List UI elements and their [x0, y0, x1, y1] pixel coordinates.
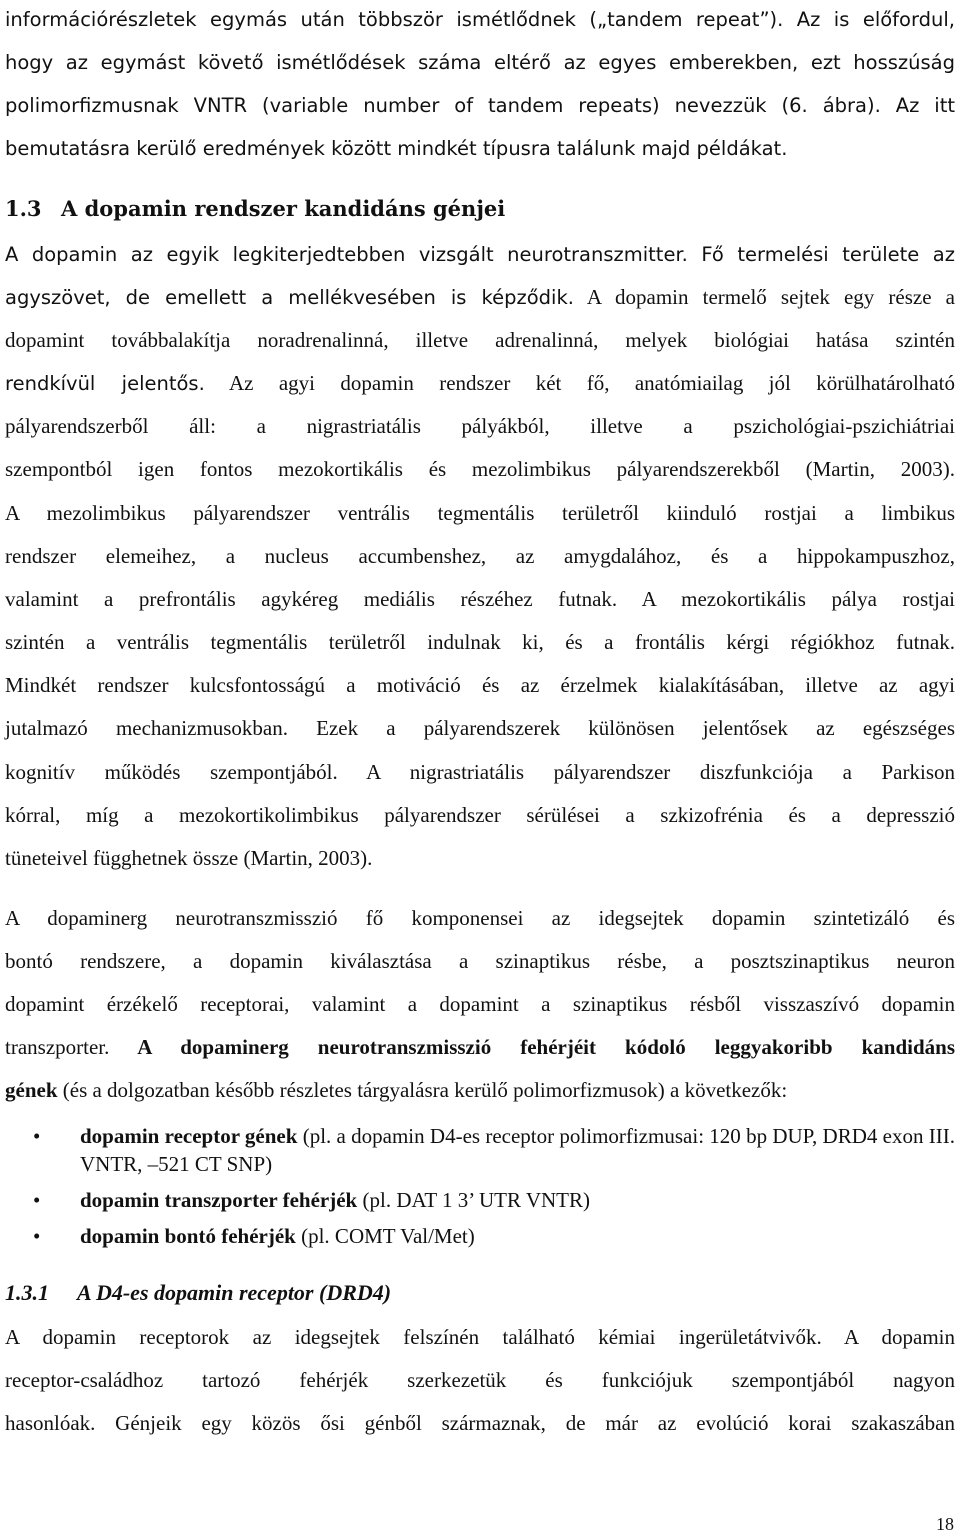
p1-text-9: valamint a prefrontális agykéreg mediális részéhez futnak. A mezokortikális pálya rostjai [5, 587, 955, 611]
candidate-genes-list [0, 1122, 955, 1250]
sub-line-3 [5, 1402, 955, 1445]
subsection-number: 1.3.1 [5, 1280, 49, 1305]
subsection-title: A D4-es dopamin receptor (DRD4) [77, 1280, 392, 1305]
list-item-term: dopamin bontó fehérjék [80, 1224, 296, 1248]
p1-text-4b: Az agyi dopamin rendszer két fő, anatómiailag jól körülhatárolható [204, 371, 956, 395]
p1-line-10 [5, 621, 955, 664]
p1-text-3: dopamint továbbalakítja noradrenalinná, illetve adrenalinná, melyek biológiai hatása szintén [5, 328, 955, 352]
p2-line-2 [5, 940, 955, 983]
intro-text-1: információrészletek egymás után többször ismétlődnek („tandem repeat”). Az is előfordul, [5, 8, 955, 31]
list-item [0, 1122, 955, 1178]
bullet-icon: • [33, 1124, 41, 1148]
p1-text-10: szintén a ventrális tegmentális területről indulnak ki, és a frontális kérgi régiókhoz futnak. [5, 630, 955, 654]
p2-line-1 [5, 897, 955, 940]
p1-text-6: szempontból igen fontos mezokortikális és mezolimbikus pályarendszerekből (Martin, 2003). [5, 457, 955, 481]
p1-line-3 [5, 319, 955, 362]
intro-line-1 [5, 0, 955, 41]
section-number: 1.3 [5, 196, 42, 221]
p2-text-5a: gének [5, 1078, 58, 1102]
p1-line-4 [5, 362, 955, 405]
p2-text-5b: (és a dolgozatban később részletes tárgyalásra kerülő polimorfizmusok) a következők: [57, 1078, 788, 1102]
intro-line-4 [5, 127, 955, 170]
list-item-term: dopamin transzporter fehérjék [80, 1188, 358, 1212]
intro-line-2 [5, 41, 955, 84]
sub-line-1 [5, 1316, 955, 1359]
p1-line-8 [5, 535, 955, 578]
p1-line-15 [5, 837, 955, 880]
p1-text-11: Mindkét rendszer kulcsfontosságú a motiváció és az érzelmek kialakításában, illetve az agyi [5, 673, 955, 697]
p1-text-8: rendszer elemeihez, a nucleus accumbenshez, az amygdalához, és a hippokampuszhoz, [5, 544, 955, 568]
p2-text-1: A dopaminerg neurotranszmisszió fő komponensei az idegsejtek dopamin szintetizáló és [5, 906, 955, 930]
p2-text-4b: A dopaminerg neurotranszmisszió fehérjéit kódoló leggyakoribb kandidáns [109, 1035, 955, 1059]
section-heading [5, 196, 505, 221]
p1-text-13: kognitív működés szempontjából. A nigrastriatális pályarendszer diszfunkciója a Parkison [5, 760, 955, 784]
sub-text-3: hasonlóak. Génjeik egy közös ősi génből származnak, de már az evolúció korai szakaszában [5, 1411, 955, 1435]
list-item [0, 1222, 955, 1250]
sub-text-2: receptor-családhoz tartozó fehérjék szerkezetük és funkciójuk szempontjából nagyon [5, 1368, 955, 1392]
list-item-detail: (pl. COMT Val/Met) [295, 1224, 475, 1248]
list-item-term: dopamin receptor gének [80, 1124, 298, 1148]
p1-text-7: A mezolimbikus pályarendszer ventrális tegmentális területről kiinduló rostjai a limbikus [5, 501, 955, 525]
p2-line-4 [5, 1026, 955, 1069]
p1-line-2 [5, 276, 955, 319]
p2-line-3 [5, 983, 955, 1026]
p1-line-7 [5, 492, 955, 535]
p1-line-9 [5, 578, 955, 621]
bullet-icon: • [33, 1188, 41, 1212]
subsection-heading [5, 1280, 391, 1306]
intro-text-4: bemutatásra kerülő eredmények között mindkét típusra találunk majd példákat. [5, 137, 788, 160]
list-item-detail: (pl. a dopamin D4-es receptor polimorfizmusai: 120 bp DUP, DRD4 exon III. VNTR, –521 CT SNP) [80, 1124, 955, 1176]
p1-text-2a: agyszövet, de emellett a mellékvesében is képződik. [5, 286, 574, 309]
p2-text-3: dopamint érzékelő receptorai, valamint a dopamint a szinaptikus résből visszaszívó dopamin [5, 992, 955, 1016]
p1-line-5 [5, 405, 955, 448]
p2-line-5 [5, 1069, 955, 1112]
p1-text-14: kórral, míg a mezokortikolimbikus pályarendszer sérülései a szkizofrénia és a depresszió [5, 803, 955, 827]
p1-line-14 [5, 794, 955, 837]
p1-text-5: pályarendszerből áll: a nigrastriatális pályákból, illetve a pszichológiai-pszichiátriai [5, 414, 955, 438]
p1-text-1: A dopamin az egyik legkiterjedtebben vizsgált neurotranszmitter. Fő termelési területe az [5, 243, 955, 266]
p1-line-12 [5, 707, 955, 750]
p1-line-1 [5, 233, 955, 276]
intro-text-3: polimorfizmusnak VNTR (variable number of tandem repeats) nevezzük (6. ábra). Az itt [5, 94, 955, 117]
p1-line-11 [5, 664, 955, 707]
intro-text-2: hogy az egymást követő ismétlődések száma eltérő az egyes emberekben, ezt hosszúság [5, 51, 955, 74]
list-item-detail: (pl. DAT 1 3’ UTR VNTR) [357, 1188, 590, 1212]
list-item [0, 1186, 955, 1214]
p1-text-12: jutalmazó mechanizmusokban. Ezek a pályarendszerek különösen jelentősek az egészséges [5, 716, 955, 740]
intro-line-3 [5, 84, 955, 127]
section-title: A dopamin rendszer kandidáns génjei [61, 196, 506, 221]
p1-text-15: tüneteivel függhetnek össze (Martin, 2003). [5, 846, 373, 870]
p2-text-4a: transzporter. [5, 1035, 110, 1059]
p2-text-2: bontó rendszere, a dopamin kiválasztása a szinaptikus résbe, a posztszinaptikus neuron [5, 949, 955, 973]
p1-line-6 [5, 448, 955, 491]
p1-text-2b: A dopamin termelő sejtek egy része a [573, 285, 955, 309]
bullet-icon: • [33, 1224, 41, 1248]
p1-text-4a: rendkívül jelentős. [5, 372, 205, 395]
sub-line-2 [5, 1359, 955, 1402]
page-number: 18 [936, 1514, 954, 1534]
sub-text-1: A dopamin receptorok az idegsejtek felszínén található kémiai ingerületátvivők. A dopamin [5, 1325, 955, 1349]
p1-line-13 [5, 751, 955, 794]
